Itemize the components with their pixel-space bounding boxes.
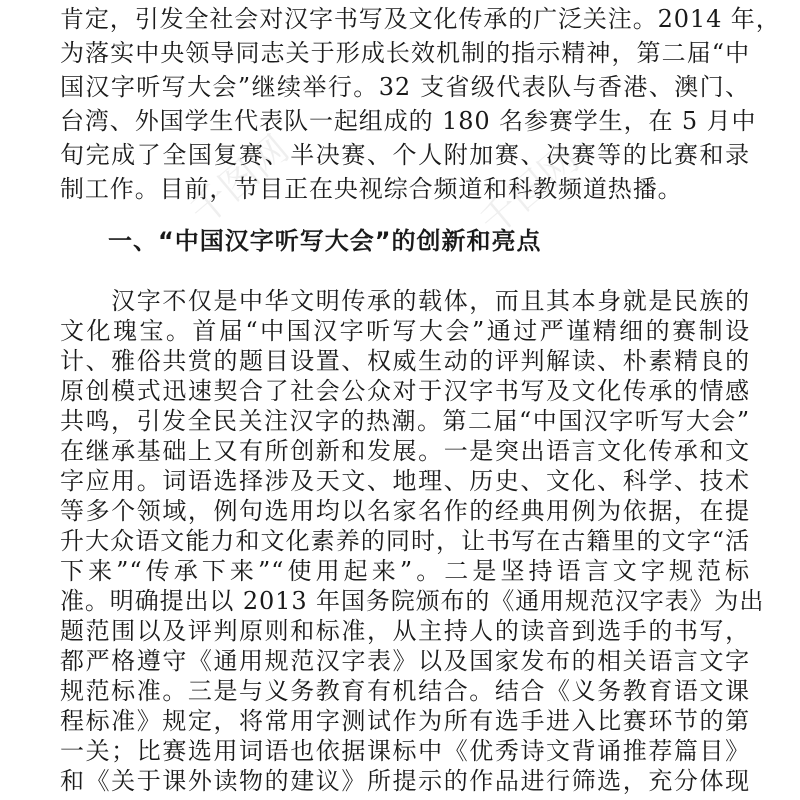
watermark-1: 千图网 xyxy=(181,126,298,234)
text-line: 旬完成了全国复赛、半决赛、个人附加赛、决赛等的比赛和录 xyxy=(60,141,750,169)
text-line: 计、雅俗共赏的题目设置、权威生动的评判解读、朴素精良的 xyxy=(60,347,750,375)
text-line: 一关；比赛选用词语也依据课标中《优秀诗文背诵推荐篇目》 xyxy=(60,737,750,765)
text-line: 为落实中央领导同志关于形成长效机制的指示精神，第二届“中 xyxy=(60,39,750,67)
text-line: 原创模式迅速契合了社会公众对于汉字书写及文化传承的情感 xyxy=(60,377,750,405)
text-line: 等多个领域，例句选用均以名家名作的经典用例为依据，在提 xyxy=(60,497,750,525)
text-line: 肯定，引发全社会对汉字书写及文化传承的广泛关注。2014 年， xyxy=(60,5,781,33)
text-line: 国汉字听写大会”继续举行。32 支省级代表队与香港、澳门、 xyxy=(60,73,750,101)
text-line: 下来”“传承下来”“使用起来”。二是坚持语言文字规范标 xyxy=(60,557,750,585)
text-line: 文化瑰宝。首届“中国汉字听写大会”通过严谨精细的赛制设 xyxy=(60,317,750,345)
text-line: 汉字不仅是中华文明传承的载体，而且其本身就是民族的 xyxy=(60,287,750,315)
text-line: 字应用。词语选择涉及天文、地理、历史、文化、科学、技术 xyxy=(60,467,750,495)
text-line: 规范标准。三是与义务教育有机结合。结合《义务教育语文课 xyxy=(60,677,750,705)
text-line: 台湾、外国学生代表队一起组成的 180 名参赛学生，在 5 月中 xyxy=(60,107,757,135)
text-line: 升大众语文能力和文化素养的同时，让书写在古籍里的文字“活 xyxy=(60,527,750,555)
text-line: 准。明确提出以 2013 年国务院颁布的《通用规范汉字表》为出 xyxy=(60,587,765,615)
watermark-2: 千图网 xyxy=(471,136,588,244)
text-line: 题范围以及评判原则和标准，从主持人的读音到选手的书写， xyxy=(60,617,750,645)
text-line: 和《关于课外读物的建议》所提示的作品进行筛选，充分体现 xyxy=(60,767,750,795)
text-line: 程标准》规定，将常用字测试作为所有选手进入比赛环节的第 xyxy=(60,707,750,735)
text-line: 共鸣，引发全民关注汉字的热潮。第二届“中国汉字听写大会” xyxy=(60,407,750,435)
section-heading: 一、“中国汉字听写大会”的创新和亮点 xyxy=(108,227,542,255)
text-line: 在继承基础上又有所创新和发展。一是突出语言文化传承和文 xyxy=(60,437,750,465)
text-line: 都严格遵守《通用规范汉字表》以及国家发布的相关语言文字 xyxy=(60,647,750,675)
text-line: 制工作。目前，节目正在央视综合频道和科教频道热播。 xyxy=(60,175,683,203)
